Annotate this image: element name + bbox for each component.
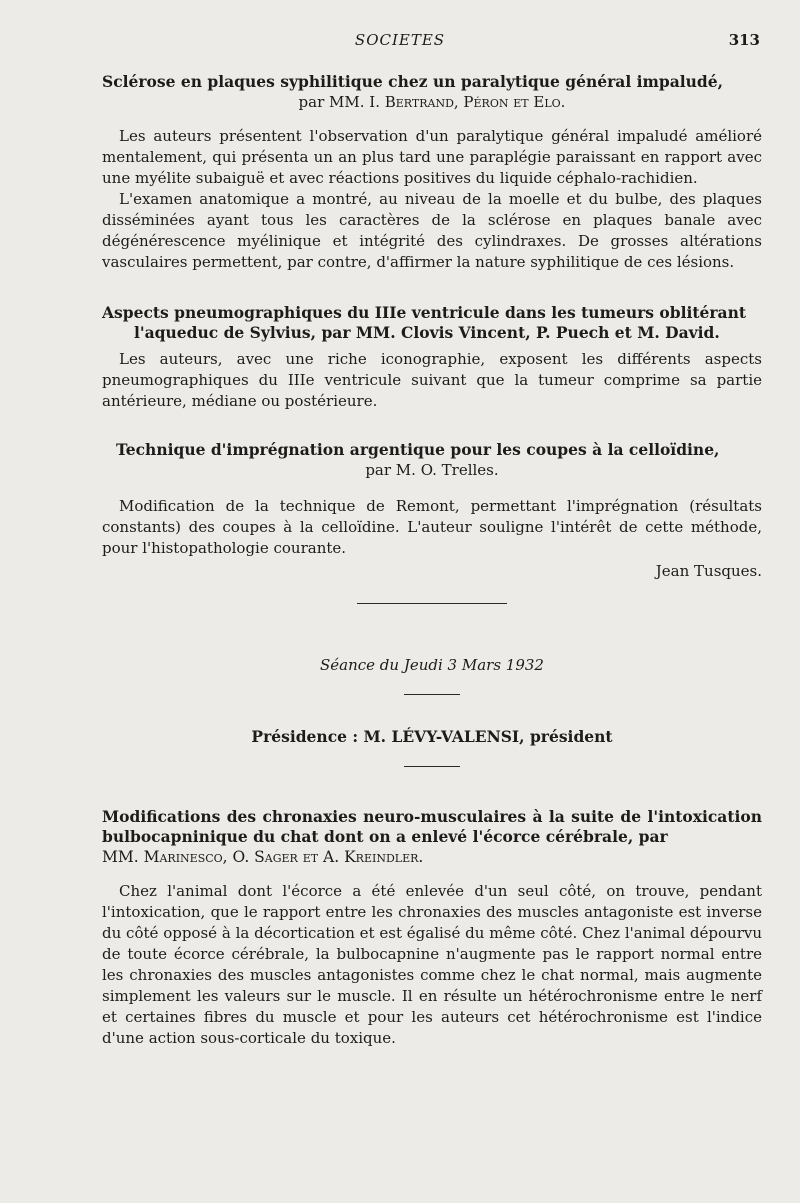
article-paragraph: Les auteurs présentent l'observation d'un paralytique général impaludé amélioré mentalement, qui présenta un an plus tard une paraplégie paraissant en rapport avec une myélite subaiguë et avec réactions positives du liquide céphalo-rachidien. (102, 127, 762, 187)
article-paragraph: Chez l'animal dont l'écorce a été enlevée d'un seul côté, on trouve, pendant l'intoxication, que le rapport entre les chronaxies des muscles antagoniste est inverse du côté opposé à la décortication et est égalisé du même côté. Chez l'animal dépourvu de toute écorce cérébrale, la bulbocapnine n'augmente pas le rapport normal entre les chronaxies des muscles antagonistes comme chez le chat normal, mais augmente simplement les valeurs sur le muscle. Il en résulte un hétérochronisme entre le nerf et certaines fibres du muscle et pour les auteurs cet hétérochronisme est l'indice d'une action sous-corticale du toxique. (102, 882, 762, 1047)
authors-names: Bertrand, Péron et Elo. (384, 93, 566, 111)
article-paragraph: Modification de la technique de Remont, permettant l'imprégnation (résultats constants) des coupes à la celloïdine. L'auteur souligne l'intérêt de cette méthode, pour l'histopathologie courante. (102, 497, 762, 557)
article-title: Technique d'imprégnation argentique pour les coupes à la celloïdine, (116, 440, 720, 459)
article-title: Aspects pneumographiques du IIIe ventricule dans les tumeurs oblitérant (102, 303, 747, 322)
article-authors: MM. Marinesco, O. Sager et A. Kreindler. (102, 848, 424, 866)
article-technique-impregnation (102, 440, 762, 581)
article-authors (102, 92, 762, 112)
article-title-line2: l'aqueduc de Sylvius, par MM. Clovis Vincent, P. Puech et M. David. (134, 323, 720, 342)
article-authors: par M. O. Trelles. (365, 461, 499, 479)
article-aspects-pneumographiques (102, 303, 762, 412)
article-sclerose (102, 72, 762, 273)
page-number: 313 (728, 31, 760, 49)
running-header (0, 31, 800, 51)
session-presidence: Présidence : M. LÉVY-VALENSI, président (251, 727, 613, 746)
article-paragraph: Les auteurs, avec une riche iconographie, exposent les différents aspects pneumographiques du IIIe ventricule suivant que la tumeur comprime sa partie antérieure, médiane ou postérieure. (102, 350, 762, 410)
page-content (102, 72, 762, 1049)
running-title: SOCIETES (354, 31, 446, 49)
session-date: Séance du Jeudi 3 Mars 1932 (320, 656, 544, 674)
signature: Jean Tusques. (655, 562, 762, 580)
article-title: Sclérose en plaques syphilitique chez un paralytique général impaludé, (102, 72, 724, 91)
section-divider (404, 766, 460, 767)
article-title: Modifications des chronaxies neuro-musculaires à la suite de l'intoxication bulbocapninique du chat dont on a enlevé l'écorce cérébrale, par (102, 807, 762, 846)
article-modifications-chronaxies (102, 807, 762, 1049)
article-paragraph: L'examen anatomique a montré, au niveau de la moelle et du bulbe, des plaques disséminées ayant tous les caractères de la sclérose en plaques banale avec dégénérescence myélinique et intégrité des cylindraxes. De grosses altérations vasculaires permettent, par contre, d'affirmer la nature syphilitique de ces lésions. (102, 190, 762, 271)
authors-prefix: par MM. I. (298, 93, 385, 111)
